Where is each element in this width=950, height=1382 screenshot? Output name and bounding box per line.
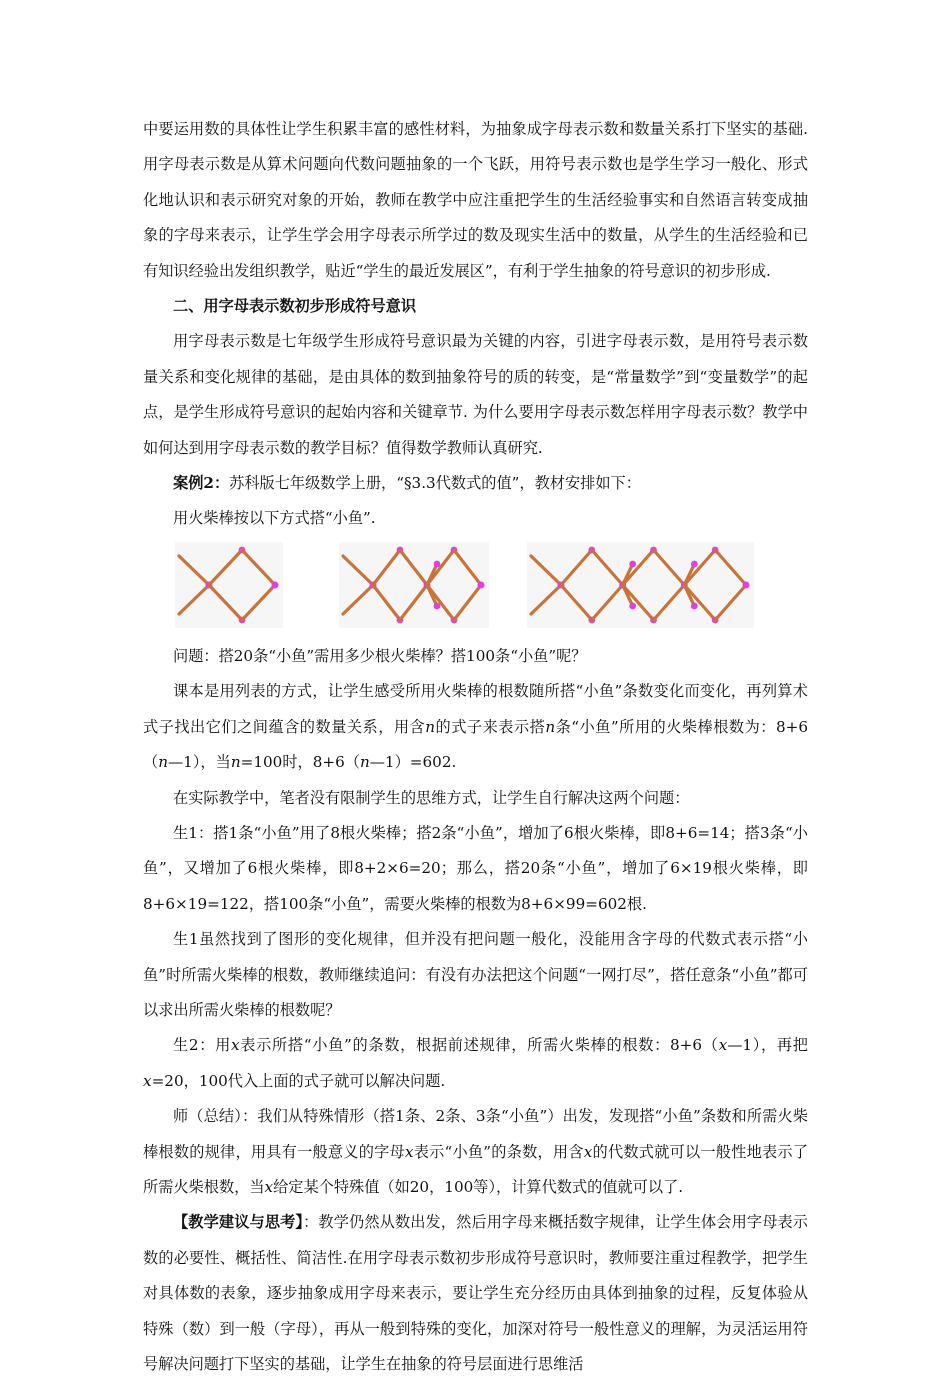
paragraph-3 bbox=[143, 674, 808, 780]
paragraph-5: 生1：搭1条“小鱼”用了8根火柴棒；搭2条“小鱼”，增加了6根火柴棒，即8+6=14；搭3条“小鱼”，又增加了6根火柴棒，即8+2×6=20；那么，搭20条“小鱼”，增加了6×19根火柴棒，即8+6×19=122，搭100条“小鱼”，需要火柴棒的根数为8+6×99=602根. bbox=[143, 823, 808, 913]
var-n: n bbox=[425, 717, 436, 736]
case-line bbox=[143, 466, 808, 501]
paragraph-1: 中要运用数的具体性让学生积累丰富的感性材料，为抽象成字母表示数和数量关系打下坚实的基础.用字母表示数是从算术问题向代数问题抽象的一个飞跃，用符号表示数也是学生学习一般化、形式化地认识和表示研究对象的开始，教师在教学中应注重把学生的生活经验事实和自然语言转变成抽象的字母来表示，让学生学会用字母表示所学过的数及现实生活中的数量，从学生的生活经验和已有知识经验出发组织教学，贴近“学生的最近发展区”，有利于学生抽象的符号意识的初步形成. bbox=[143, 120, 808, 280]
fish-figure-1-drawing bbox=[175, 542, 283, 628]
paragraph-4: 在实际教学中，笔者没有限制学生的思维方式，让学生自行解决这两个问题： bbox=[173, 788, 690, 807]
paragraph-8 bbox=[143, 1099, 808, 1205]
text-column bbox=[143, 112, 808, 1382]
para3-text-c: 条“小鱼”所用的火柴棒根数为：8+6（ bbox=[143, 717, 809, 772]
fish-figure-2 bbox=[339, 542, 489, 628]
var-x: x bbox=[231, 1036, 240, 1055]
para3-text-f: —1）=602. bbox=[369, 753, 457, 772]
case-label: 案例2： bbox=[173, 474, 230, 493]
para7-text-d: =20，100代入上面的式子就可以解决问题. bbox=[151, 1071, 446, 1090]
match-head bbox=[478, 581, 485, 588]
fish-figure-1 bbox=[175, 542, 283, 628]
case-text: 苏科版七年级数学上册，“§3.3代数式的值”，教材安排如下： bbox=[229, 474, 641, 493]
var-x: x bbox=[404, 1142, 414, 1161]
matchstick-figures bbox=[143, 542, 808, 634]
para7-text-c: —1），再把 bbox=[727, 1036, 808, 1055]
paragraph-7 bbox=[143, 1028, 808, 1099]
teaching-advice bbox=[143, 1205, 808, 1382]
fish-figure-3-drawing bbox=[527, 542, 754, 628]
var-x: x bbox=[583, 1142, 593, 1161]
fish-figure-2-drawing bbox=[339, 542, 489, 628]
var-x: x bbox=[264, 1177, 274, 1196]
paragraph-6: 生1虽然找到了图形的变化规律，但并没有把问题一般化，没能用含字母的代数式表示搭“小鱼”时所需火柴棒的根数，教师继续追问：有没有办法把这个问题“一网打尽”，搭任意条“小鱼”都可以求出所需火柴棒的根数呢？ bbox=[143, 930, 808, 1019]
para7-text-b: 表示所搭“小鱼”的条数，根据前述规律，所需火柴棒的根数：8+6（ bbox=[239, 1036, 719, 1055]
para8-text-a: 师（总结）：我们从特殊情形（搭1条、2条、3条“小鱼”）出发，发现搭“小鱼”条数和所需火柴棒根数的规律，用具有一般意义的字母 bbox=[143, 1107, 808, 1161]
fish-figure-3 bbox=[527, 542, 754, 628]
match-head bbox=[691, 602, 698, 609]
figure-background bbox=[175, 542, 283, 628]
match-head bbox=[629, 560, 636, 567]
var-n: n bbox=[158, 753, 168, 772]
advice-label: 【教学建议与思考】 bbox=[173, 1213, 304, 1232]
match-head bbox=[272, 581, 279, 588]
var-n: n bbox=[545, 717, 556, 736]
paragraph-2: 用字母表示数是七年级学生形成符号意识最为关键的内容，引进字母表示数，是用符号表示数量关系和变化规律的基础，是由具体的数到抽象符号的质的转变，是“常量数学”到“变量数学”的起点，是学生形成符号意识的起始内容和关键章节. 为什么要用字母表示数怎样用字母表示数？教学中如何达到用字母表示数的教学目标？值得数学教师认真研究. bbox=[143, 332, 808, 457]
advice-text: ：教学仍然从数出发，然后用字母来概括数字规律，让学生体会用字母表示数的必要性、概括性、简洁性.在用字母表示数初步形成符号意识时，教师要注重过程教学，把学生对具体数的表象，逐步抽象成用字母来表示，要让学生充分经历由具体到抽象的过程，反复体验从特殊（数）到一般（字母），再从一般到特殊的变化，加深对符号一般性意义的理解，为灵活运用符号解决问题打下坚实的基础，让学生在抽象的符号层面进行思维活 bbox=[143, 1213, 808, 1373]
para3-text-b: 的式子来表示搭 bbox=[435, 717, 546, 736]
para7-text-a: 生2：用 bbox=[173, 1036, 231, 1055]
var-x: x bbox=[718, 1036, 728, 1055]
para3-text-d: —1），当 bbox=[167, 753, 231, 772]
para8-text-c: 的代数式就可以一般性地表示了所需火柴根数，当 bbox=[143, 1142, 808, 1196]
var-x: x bbox=[143, 1071, 152, 1090]
var-n: n bbox=[359, 753, 370, 772]
para3-text-a: 课本是用列表的方式，让学生感受所用火柴棒的根数随所搭“小鱼”条数变化而变化，再列算术式子找出它们之间蕴含的数量关系，用含 bbox=[143, 682, 808, 736]
match-head bbox=[629, 602, 636, 609]
match-head bbox=[691, 560, 698, 567]
para8-text-d: 给定某个特殊值（如20，100等），计算代数式的值就可以了. bbox=[273, 1177, 684, 1196]
match-head bbox=[743, 581, 750, 588]
intro-line: 用火柴棒按以下方式搭“小鱼”. bbox=[173, 509, 376, 528]
para3-text-e: =100时，8+6（ bbox=[240, 753, 360, 772]
section-title: 二、用字母表示数初步形成符号意识 bbox=[173, 297, 416, 316]
var-n: n bbox=[230, 753, 241, 772]
question-line: 问题：搭20条“小鱼”需用多少根火柴棒？搭100条“小鱼”呢？ bbox=[173, 646, 587, 665]
para8-text-b: 表示“小鱼”的条数，用含 bbox=[413, 1142, 584, 1161]
figure-background bbox=[339, 542, 489, 628]
